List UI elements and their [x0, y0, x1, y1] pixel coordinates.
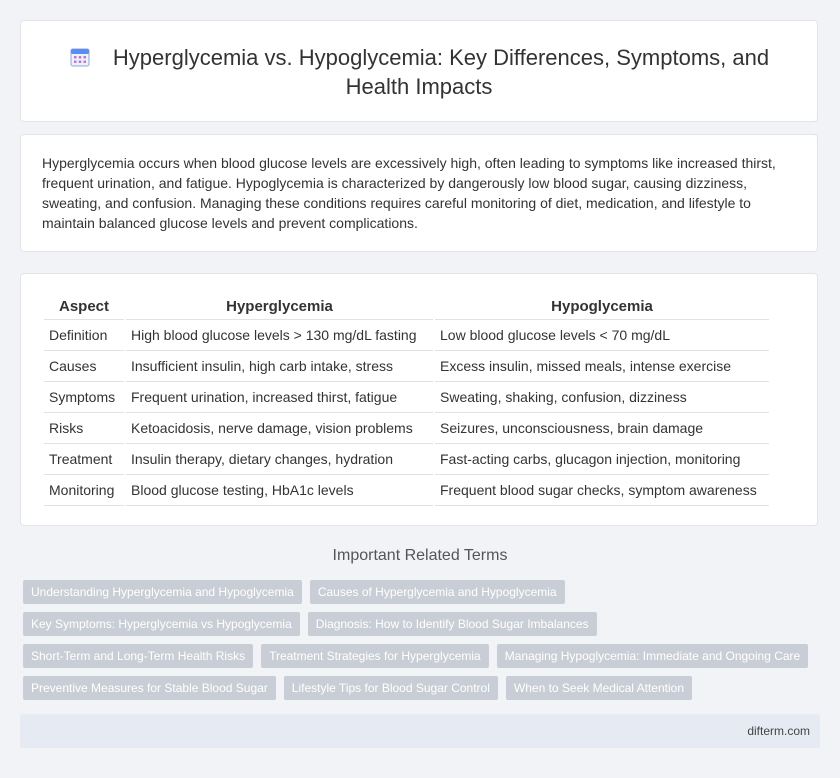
tag-row: [23, 612, 823, 636]
table-cell: High blood glucose levels > 130 mg/dL fasting: [126, 320, 433, 351]
calendar-icon: [69, 46, 91, 68]
table-cell: Definition: [44, 320, 124, 351]
table-row: [44, 444, 769, 475]
table-cell: Frequent urination, increased thirst, fatigue: [126, 382, 433, 413]
table-cell: Frequent blood sugar checks, symptom awareness: [435, 475, 769, 506]
related-term-link[interactable]: Lifestyle Tips for Blood Sugar Control: [284, 676, 498, 700]
table-cell: Causes: [44, 351, 124, 382]
table-cell: Excess insulin, missed meals, intense exercise: [435, 351, 769, 382]
table-cell: Fast-acting carbs, glucagon injection, monitoring: [435, 444, 769, 475]
table-cell: Monitoring: [44, 475, 124, 506]
summary-text: Hyperglycemia occurs when blood glucose levels are excessively high, often leading to symptoms like increased thirst, frequent urination, and fatigue. Hypoglycemia is characterized by dangerously low blood sugar, causing dizziness, sweating, and confusion. Managing these conditions requires careful monitoring of diet, medication, and lifestyle to maintain balanced glucose levels and prevent complications.: [42, 155, 776, 231]
page-title: [39, 43, 799, 101]
tag-row: [23, 676, 823, 700]
related-term-link[interactable]: Key Symptoms: Hyperglycemia vs Hypoglycemia: [23, 612, 300, 636]
table-cell: Risks: [44, 413, 124, 444]
table-row: [44, 475, 769, 506]
related-term-link[interactable]: Understanding Hyperglycemia and Hypoglycemia: [23, 580, 302, 604]
header-aspect: Aspect: [44, 294, 124, 320]
related-terms-title: Important Related Terms: [332, 547, 508, 564]
table-row: [44, 413, 769, 444]
page-title-text: Hyperglycemia vs. Hypoglycemia: Key Differences, Symptoms, and Health Impacts: [112, 45, 770, 99]
summary-card: [20, 134, 818, 252]
comparison-table: [42, 294, 771, 506]
table-cell: Low blood glucose levels < 70 mg/dL: [435, 320, 769, 351]
table-cell: Treatment: [44, 444, 124, 475]
table-row: [44, 351, 769, 382]
header-hypoglycemia: Hypoglycemia: [435, 294, 769, 320]
related-term-link[interactable]: Treatment Strategies for Hyperglycemia: [261, 644, 489, 668]
related-terms-list: [23, 580, 823, 708]
related-term-link[interactable]: Short-Term and Long-Term Health Risks: [23, 644, 253, 668]
related-term-link[interactable]: When to Seek Medical Attention: [506, 676, 692, 700]
related-term-link[interactable]: Causes of Hyperglycemia and Hypoglycemia: [310, 580, 565, 604]
related-term-link[interactable]: Diagnosis: How to Identify Blood Sugar Imbalances: [308, 612, 597, 636]
tag-row: [23, 580, 823, 604]
table-row: [44, 382, 769, 413]
footer-site-link[interactable]: difterm.com: [747, 724, 810, 738]
table-cell: Sweating, shaking, confusion, dizziness: [435, 382, 769, 413]
related-term-link[interactable]: Managing Hypoglycemia: Immediate and Ongoing Care: [497, 644, 809, 668]
table-header-row: [44, 294, 769, 320]
related-term-link[interactable]: Preventive Measures for Stable Blood Sugar: [23, 676, 276, 700]
table-cell: Blood glucose testing, HbA1c levels: [126, 475, 433, 506]
header-hyperglycemia: Hyperglycemia: [126, 294, 433, 320]
tag-row: [23, 644, 823, 668]
table-cell: Ketoacidosis, nerve damage, vision problems: [126, 413, 433, 444]
table-cell: Seizures, unconsciousness, brain damage: [435, 413, 769, 444]
table-cell: Symptoms: [44, 382, 124, 413]
comparison-table-card: [20, 273, 818, 526]
table-cell: Insulin therapy, dietary changes, hydration: [126, 444, 433, 475]
table-row: [44, 320, 769, 351]
footer: [20, 714, 820, 748]
header-card: [20, 20, 818, 122]
table-cell: Insufficient insulin, high carb intake, stress: [126, 351, 433, 382]
